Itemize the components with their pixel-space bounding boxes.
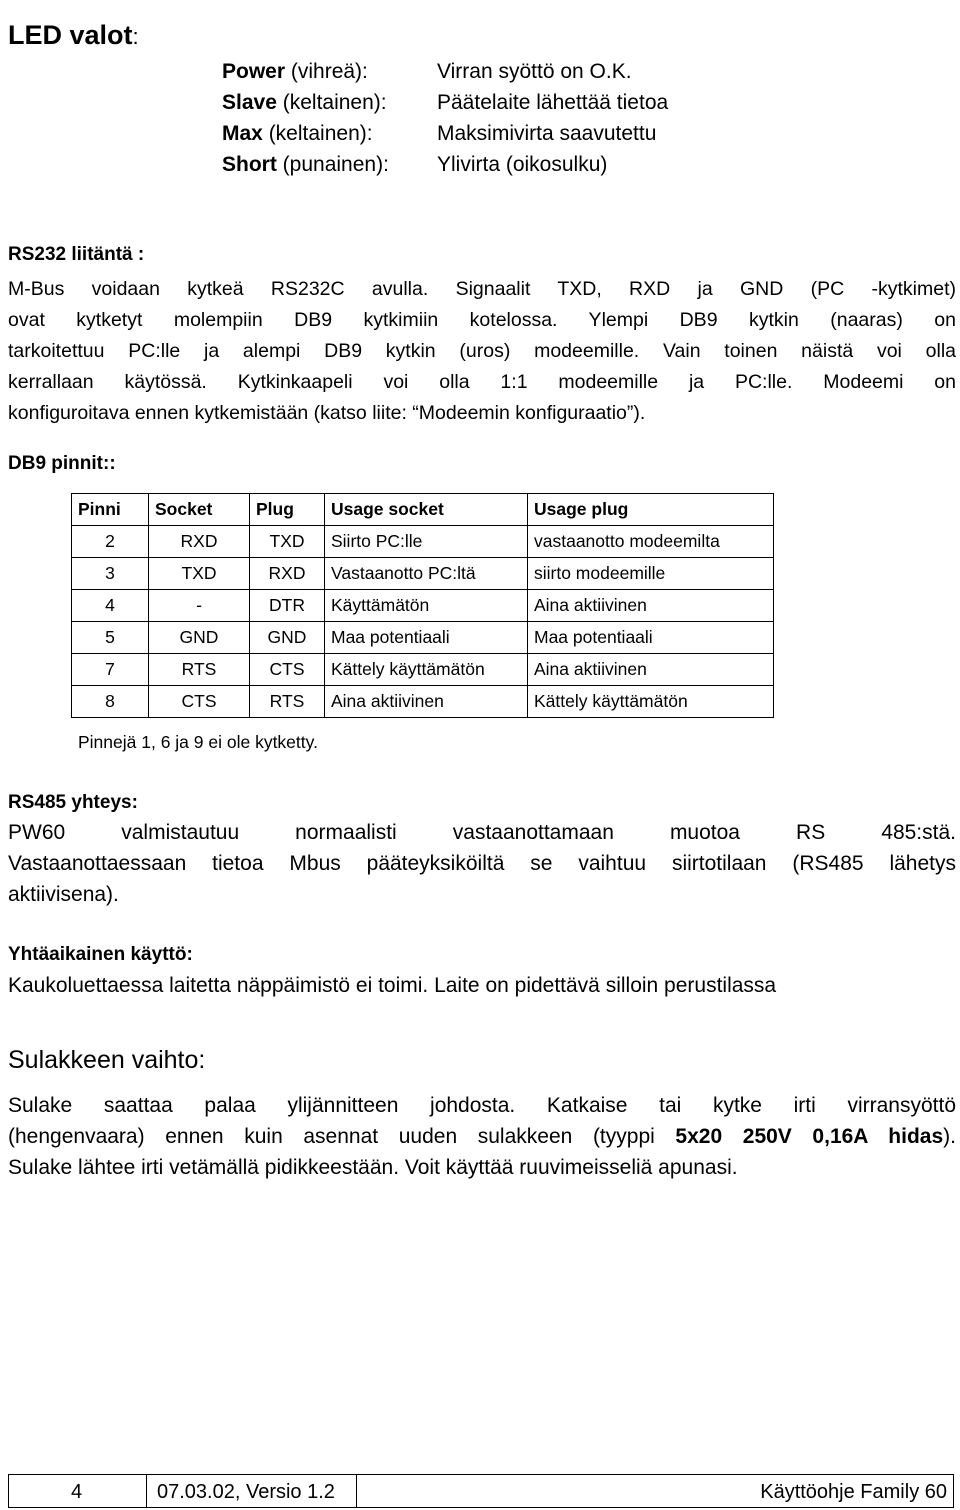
led-label bbox=[222, 57, 437, 87]
db9-title: DB9 pinnit:: bbox=[8, 453, 116, 474]
table-row bbox=[72, 686, 774, 718]
fuse-title: Sulakkeen vaihto: bbox=[8, 1046, 206, 1074]
fuse-text: ). bbox=[943, 1125, 956, 1148]
column-header: Usage plug bbox=[528, 494, 774, 526]
table-cell: CTS bbox=[250, 654, 325, 686]
table-cell: CTS bbox=[149, 686, 250, 718]
table-cell: RXD bbox=[250, 558, 325, 590]
led-color: (punainen): bbox=[276, 153, 389, 176]
column-header: Pinni bbox=[72, 494, 149, 526]
table-row bbox=[72, 622, 774, 654]
table-cell: siirto modeemille bbox=[528, 558, 774, 590]
fuse-paragraph bbox=[8, 1090, 956, 1183]
page-number: 4 bbox=[9, 1475, 147, 1507]
rs232-line: ovat kytketyt molempiin DB9 kytkimiin kotelossa. Ylempi DB9 kytkin (naaras) on bbox=[8, 309, 956, 331]
led-description: Virran syöttö on O.K. bbox=[437, 60, 632, 83]
table-cell: RXD bbox=[149, 526, 250, 558]
table-row bbox=[72, 654, 774, 686]
table-cell: 3 bbox=[72, 558, 149, 590]
led-row bbox=[222, 119, 656, 149]
led-description: Ylivirta (oikosulku) bbox=[437, 153, 608, 176]
led-color: (keltainen): bbox=[262, 122, 373, 145]
led-row bbox=[222, 57, 632, 87]
table-cell: Maa potentiaali bbox=[528, 622, 774, 654]
led-description: Päätelaite lähettää tietoa bbox=[437, 91, 669, 114]
table-cell: TXD bbox=[250, 526, 325, 558]
simultaneous-text bbox=[8, 970, 956, 1001]
rs485-line: Vastaanottaessaan tietoa Mbus pääteyksiköiltä se vaihtuu siirtotilaan (RS485 lähetys bbox=[8, 852, 956, 875]
rs232-paragraph bbox=[8, 274, 956, 429]
table-cell: TXD bbox=[149, 558, 250, 590]
column-header: Usage socket bbox=[325, 494, 528, 526]
table-cell: Aina aktiivinen bbox=[528, 654, 774, 686]
fuse-line bbox=[8, 1121, 956, 1152]
rs485-line: PW60 valmistautuu normaalisti vastaanottamaan muotoa RS 485:stä. bbox=[8, 821, 956, 844]
table-cell: 4 bbox=[72, 590, 149, 622]
fuse-line: Sulake lähtee irti vetämällä pidikkeestään. Voit käyttää ruuvimeisseliä apunasi. bbox=[8, 1156, 738, 1179]
version-info: 07.03.02, Versio 1.2 bbox=[147, 1475, 357, 1507]
led-color: (vihreä): bbox=[285, 60, 368, 83]
table-cell: 5 bbox=[72, 622, 149, 654]
rs485-line: aktiivisena). bbox=[8, 883, 119, 906]
led-description: Maksimivirta saavutettu bbox=[437, 122, 657, 145]
table-cell: 8 bbox=[72, 686, 149, 718]
table-cell: Maa potentiaali bbox=[325, 622, 528, 654]
table-cell: vastaanotto modeemilta bbox=[528, 526, 774, 558]
table-row bbox=[72, 526, 774, 558]
db9-pin-table bbox=[71, 493, 774, 718]
table-cell: RTS bbox=[149, 654, 250, 686]
table-cell: 7 bbox=[72, 654, 149, 686]
column-header: Socket bbox=[149, 494, 250, 526]
table-cell: - bbox=[149, 590, 250, 622]
table-row bbox=[72, 590, 774, 622]
pin-note: Pinnejä 1, 6 ja 9 ei ole kytketty. bbox=[78, 732, 318, 752]
table-row bbox=[72, 558, 774, 590]
led-name: Power bbox=[222, 60, 286, 83]
table-cell: Kättely käyttämätön bbox=[528, 686, 774, 718]
table-cell: GND bbox=[250, 622, 325, 654]
rs232-line: M-Bus voidaan kytkeä RS232C avulla. Signaalit TXD, RXD ja GND (PC -kytkimet) bbox=[8, 278, 956, 300]
page-footer bbox=[8, 1474, 954, 1508]
led-color: (keltainen): bbox=[276, 91, 387, 114]
fuse-text: (hengenvaara) ennen kuin asennat uuden sulakkeen (tyyppi bbox=[8, 1125, 676, 1148]
table-cell: DTR bbox=[250, 590, 325, 622]
led-name: Short bbox=[222, 153, 277, 176]
table-cell: GND bbox=[149, 622, 250, 654]
led-row bbox=[222, 88, 668, 118]
column-header: Plug bbox=[250, 494, 325, 526]
table-header-row bbox=[72, 494, 774, 526]
fuse-type: 5x20 250V 0,16A hidas bbox=[675, 1125, 944, 1148]
rs232-line: kerrallaan käytössä. Kytkinkaapeli voi olla 1:1 modeemille ja PC:lle. Modeemi on bbox=[8, 371, 956, 393]
table-cell: Kättely käyttämätön bbox=[325, 654, 528, 686]
rs232-line: tarkoitettuu PC:lle ja alempi DB9 kytkin (uros) modeemille. Vain toinen näistä voi olla bbox=[8, 340, 956, 362]
table-cell: Siirto PC:lle bbox=[325, 526, 528, 558]
led-label bbox=[222, 150, 437, 180]
table-cell: Käyttämätön bbox=[325, 590, 528, 622]
table-cell: RTS bbox=[250, 686, 325, 718]
rs485-paragraph bbox=[8, 817, 956, 910]
rs485-title: RS485 yhteys: bbox=[8, 792, 138, 813]
table-cell: 2 bbox=[72, 526, 149, 558]
simultaneous-line: Kaukoluettaessa laitetta näppäimistö ei toimi. Laite on pidettävä silloin perustilassa bbox=[8, 974, 777, 997]
led-label bbox=[222, 119, 437, 149]
rs232-line: konfiguroitava ennen kytkemistään (katso liite: “Modeemin konfiguraatio”). bbox=[8, 402, 646, 424]
led-label bbox=[222, 88, 437, 118]
simultaneous-title: Yhtäaikainen käyttö: bbox=[8, 944, 193, 965]
led-name: Slave bbox=[222, 91, 277, 114]
table-cell: Aina aktiivinen bbox=[528, 590, 774, 622]
led-name: Max bbox=[222, 122, 263, 145]
document-name: Käyttöohje Family 60 bbox=[760, 1481, 947, 1503]
rs232-title: RS232 liitäntä : bbox=[8, 244, 145, 265]
fuse-line: Sulake saattaa palaa ylijännitteen johdosta. Katkaise tai kytke irti virransyöttö bbox=[8, 1094, 956, 1117]
table-cell: Aina aktiivinen bbox=[325, 686, 528, 718]
table-cell: Vastaanotto PC:ltä bbox=[325, 558, 528, 590]
led-row bbox=[222, 150, 607, 180]
led-section-title: LED valot: bbox=[8, 20, 139, 50]
